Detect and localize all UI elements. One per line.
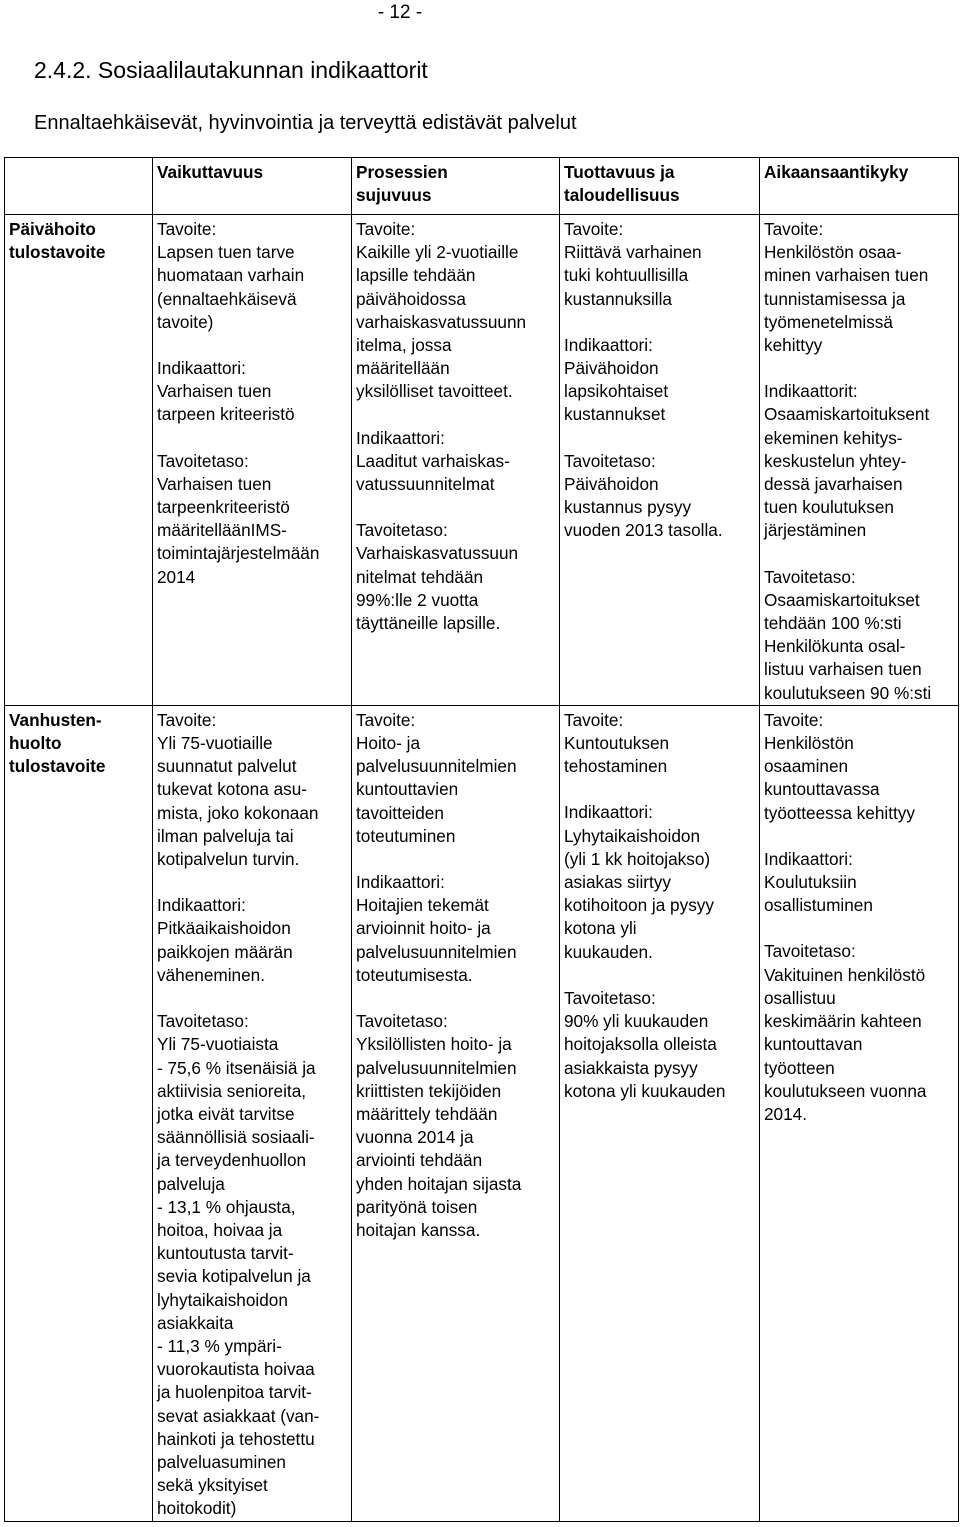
- header-corner: [5, 158, 153, 215]
- indikaattori-text: Indikaattori: Päivähoidon lapsikohtaiset kustannukset: [564, 334, 669, 425]
- header-prosessien-sujuvuus: Prosessien sujuvuus: [352, 158, 560, 215]
- indikaattori-text: Indikaattori: Pitkäaikaishoidon paikkojen määrän väheneminen.: [157, 895, 293, 985]
- tavoite-text: Tavoite: Riittävä varhainen tuki kohtuullisilla kustannuksilla: [564, 219, 702, 309]
- tavoite-text: Tavoite: Hoito- ja palvelusuunnitelmien kuntouttavien tavoitteiden toteutuminen: [356, 709, 517, 846]
- page-number: - 12 -: [377, 2, 423, 23]
- indikaattori-text: Indikaattori: Laaditut varhaiskas- vatussuunnitelmat: [356, 427, 510, 495]
- tavoitetaso-text: Tavoitetaso: Yksilöllisten hoito- ja palvelusuunnitelmien kriittisten tekijöiden määrittely tehdään vuonna 2014 ja arviointi tehdään yhden hoitajan sijasta parityönä toisen hoitajan kanssa.: [356, 1011, 522, 1240]
- indikaattori-text: Indikaattori: Varhaisen tuen tarpeen kriteeristö: [157, 358, 295, 425]
- section-title: 2.4.2. Sosiaalilautakunnan indikaattorit: [34, 57, 428, 83]
- cell-vanhustenhuolto-tuottavuus: [560, 705, 760, 1521]
- cell-paivahoito-prosessien-sujuvuus: [352, 215, 560, 706]
- indicator-table: [4, 157, 959, 1522]
- tavoitetaso-text: Tavoitetaso: Osaamiskartoitukset tehdään 100 %:sti Henkilökunta osal- listuu varhaisen tuen koulutukseen 90 %:sti: [764, 566, 932, 703]
- tavoite-text: Tavoite: Lapsen tuen tarve huomataan varhain (ennaltaehkäisevä tavoite): [157, 219, 305, 332]
- tavoitetaso-text: Tavoitetaso: 90% yli kuukauden hoitojaksolla olleista asiakkaista pysyy kotona yli kuukauden: [564, 987, 726, 1101]
- header-aikaansaantikyky: Aikaansaantikyky: [760, 158, 959, 215]
- cell-paivahoito-tuottavuus: [560, 215, 760, 706]
- cell-vanhustenhuolto-vaikuttavuus: [153, 705, 352, 1521]
- table-row: [5, 705, 959, 1521]
- cell-paivahoito-vaikuttavuus: [153, 215, 352, 706]
- indikaattori-text: Indikaattori: Koulutuksiin osallistuminen: [764, 848, 873, 916]
- subtitle: Ennaltaehkäisevät, hyvinvointia ja terveyttä edistävät palvelut: [34, 112, 577, 134]
- row-label-vanhustenhuolto: Vanhusten- huolto tulostavoite: [5, 705, 153, 1521]
- tavoitetaso-text: Tavoitetaso: Varhaisen tuen tarpeenkriteeristö määritelläänIMS- toimintajärjestelmään 2014: [157, 450, 320, 587]
- tavoite-text: Tavoite: Kaikille yli 2-vuotiaille lapsille tehdään päivähoidossa varhaiskasvatussuunn itelma, jossa määritellään yksilölliset tavoitteet.: [356, 219, 527, 402]
- table-row: [5, 215, 959, 706]
- tavoitetaso-text: Tavoitetaso: Vakituinen henkilöstö osallistuu keskimäärin kahteen kuntouttavan työotteen koulutukseen vuonna 2014.: [764, 941, 927, 1124]
- row-label-paivahoito: Päivähoito tulostavoite: [5, 215, 153, 706]
- indikaattori-text: Indikaattori: Hoitajien tekemät arvioinnit hoito- ja palvelusuunnitelmien toteutumisesta.: [356, 872, 517, 985]
- header-tuottavuus: Tuottavuus ja taloudellisuus: [560, 158, 760, 215]
- tavoite-text: Tavoite: Yli 75-vuotiaille suunnatut palvelut tukevat kotona asu- mista, joko kokonaan ilman palveluja tai kotipalvelun turvin.: [157, 709, 319, 870]
- cell-paivahoito-aikaansaantikyky: [760, 215, 959, 706]
- tavoite-text: Tavoite: Kuntoutuksen tehostaminen: [564, 709, 670, 777]
- cell-vanhustenhuolto-aikaansaantikyky: [760, 705, 959, 1521]
- indikaattori-text: Indikaattorit: Osaamiskartoituksent ekeminen kehitys- keskustelun yhtey- dessä javarhaisen tuen koulutuksen järjestäminen: [764, 381, 930, 541]
- tavoitetaso-text: Tavoitetaso: Varhaiskasvatussuun nitelmat tehdään 99%:lle 2 vuotta täyttäneille lapsille.: [356, 520, 519, 634]
- indikaattori-text: Indikaattori: Lyhytaikaishoidon (yli 1 kk hoitojakso) asiakas siirtyy kotihoitoon ja pysyy kotona yli kuukauden.: [564, 802, 714, 962]
- tavoite-text: Tavoite: Henkilöstön osaa- minen varhaisen tuen tunnistamisessa ja työmenetelmissä kehittyy: [764, 219, 929, 356]
- table-header-row: [5, 158, 959, 215]
- tavoite-text: Tavoite: Henkilöstön osaaminen kuntouttavassa työotteessa kehittyy: [764, 709, 915, 823]
- tavoitetaso-text: Tavoitetaso: Yli 75-vuotiaista - 75,6 % itsenäisiä ja aktiivisia senioreita, jotka eivät tarvitse säännöllisiä sosiaali- ja terveydenhuollon palveluja - 13,1 % ohjausta, hoitoa, hoivaa ja kuntoutusta tarvit- sevia kotipalvelun ja lyhytaikaishoidon asiakkaita - 11,3 % ympäri- vuorokautista hoivaa ja huolenpitoa tarvit- sevat asiakkaat (van- hainkoti ja tehostettu palveluasuminen sekä yksityiset hoitokodit): [157, 1011, 320, 1519]
- header-vaikuttavuus: Vaikuttavuus: [153, 158, 352, 215]
- cell-vanhustenhuolto-prosessien-sujuvuus: [352, 705, 560, 1521]
- tavoitetaso-text: Tavoitetaso: Päivähoidon kustannus pysyy vuoden 2013 tasolla.: [564, 450, 723, 541]
